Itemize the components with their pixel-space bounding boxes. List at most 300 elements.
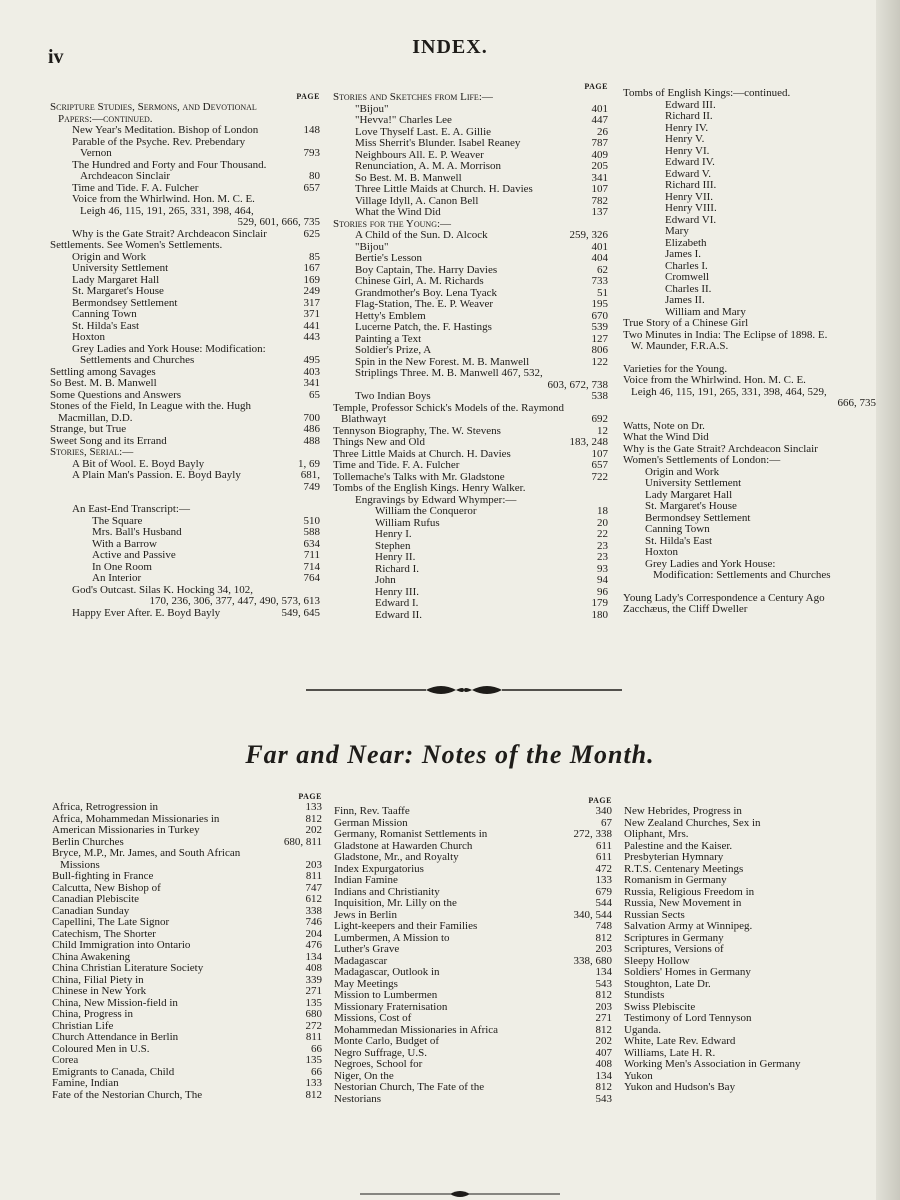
entry-title: Russia, Religious Freedom in [624,885,755,898]
entry-page: 711 [303,549,320,561]
entry-title: Inquisition, Mr. Lilly on the [334,897,457,909]
entry-page: 812 [595,1023,612,1036]
entry-title: Hoxton [645,546,678,558]
entry-title: Swiss Plebiscite [624,1000,696,1013]
section-heading: Far and Near: Notes of the Month. [245,740,655,769]
index-entry [623,261,876,273]
entry-page: 107 [591,183,608,195]
entry-title: Lady Margaret Hall [645,488,733,501]
entry-page: 22 [597,528,608,540]
index-column-3 [623,88,876,616]
entry-title: Settling among Savages [50,365,156,378]
entry-title: Edward II. [375,608,423,621]
entry-page: 700 [303,411,320,424]
entry-title: Lumbermen, A Mission to [334,931,450,944]
entry-title: China Awakening [52,950,131,963]
entry-title: Mrs. Ball's Husband [92,526,182,538]
entry-page: 338, 680 [573,954,612,967]
entry-title: Varieties for the Young. [623,362,728,375]
entry-title: True Story of a Chinese Girl [623,317,749,329]
entry-page: 443 [303,331,320,343]
entry-title: Negro Suffrage, U.S. [334,1046,427,1059]
page-column-label: PAGE [588,796,612,805]
entry-title: Elizabeth [665,236,707,249]
index-entry [623,284,876,296]
entry-title: Why is the Gate Strait? Archdeacon Sinclair [623,442,818,455]
notes-column-2 [334,796,612,1105]
entry-title: A Child of the Sun. D. Alcock [355,229,488,241]
entry-page: 793 [303,147,320,159]
entry-title: What the Wind Did [623,431,709,443]
entry-page: 271 [305,985,322,997]
entry-page: 408 [305,962,322,974]
index-entry [50,504,320,516]
entry-title: Henry VIII. [665,202,717,214]
entry-title: Neighbours All. E. P. Weaver [355,148,484,161]
entry-title: Spin in the New Forest. M. B. Manwell [355,355,530,368]
index-entry [50,137,320,160]
entry-page: 272 [305,1019,322,1032]
page-column-label: PAGE [584,82,608,91]
entry-page: 812 [595,931,612,944]
entry-page: 680, 811 [283,835,322,848]
entry-title: Tollemache's Talks with Mr. Gladstone [333,470,505,483]
entry-title: Light-keepers and their Families [334,920,478,932]
entry-title: Temple, Professor Schick's Models of the. Raymond Blathwayt [333,401,564,425]
entry-title: Boy Captain, The. Harry Davies [355,263,498,276]
section-divider-ornament [306,682,622,698]
entry-title: Painting a Text [355,332,422,345]
index-entry [623,157,876,169]
entry-page: 18 [597,505,608,517]
index-entry [623,192,876,204]
entry-title: "Bijou" [355,240,389,253]
entry-title: Yukon [624,1069,653,1082]
entry-page: 341 [303,377,320,389]
entry-title: Edward VI. [665,213,717,226]
entry-title: Why is the Gate Strait? Archdeacon Sinclair [72,227,267,240]
entry-page: 722 [591,470,608,483]
index-entry [624,1082,876,1094]
entry-title: Soldier's Prize, A [355,344,432,356]
entry-title: Russia, New Movement in [624,897,742,909]
entry-page: 12 [597,424,608,437]
entry-title: Gladstone, Mr., and Royalty [334,851,459,863]
index-entry [623,398,876,410]
index-entry [333,403,608,426]
entry-title: Gladstone at Hawarden Church [334,839,473,852]
entry-title: Sleepy Hollow [624,954,690,967]
index-entry [50,470,320,482]
entry-page: 714 [303,560,320,573]
entry-title: White, Late Rev. Edward [624,1035,736,1047]
entry-title: Voice from the Whirlwind. Hon. M. C. E. Leigh 46, 115, 191, 265, 331, 398, 464, 529, [623,374,827,398]
entry-title: Bermondsey Settlement [645,511,751,524]
entry-page: 447 [591,114,608,126]
index-entry [50,194,320,217]
entry-title: So Best. M. B. Manwell [50,377,157,389]
entry-page: 51 [597,286,608,299]
entry-title: University Settlement [72,262,169,274]
index-entry [50,527,320,539]
entry-page: 543 [595,1092,612,1105]
entry-title: Catechism, The Shorter [52,927,156,940]
entry-title: New Zealand Churches, Sex in [624,816,761,829]
entry-title: Time and Tide. F. A. Fulcher [333,459,460,471]
entry-title: Capellini, The Late Signor [52,916,170,928]
entry-page: 272, 338 [573,828,612,840]
entry-page: 134 [595,966,612,978]
entry-page: 65 [309,388,320,401]
page-title: INDEX. [412,36,488,58]
entry-page: 670 [591,309,608,322]
entry-title: Cromwell [665,271,709,283]
entry-title: Church Attendance in Berlin [52,1031,179,1043]
entry-title: Women's Settlements of London:— [623,454,781,466]
entry-title: Bryce, M.P., Mr. James, and South African Missions [52,847,241,871]
entry-page: 407 [595,1046,612,1059]
index-entry [623,226,876,238]
index-entry [50,516,320,528]
entry-title: Stories and Sketches from Life:— [333,91,493,103]
index-entry [333,610,608,622]
entry-title: Richard I. [375,562,419,575]
entry-title: Madagascar, Outlook in [334,966,440,978]
entry-page: 812 [305,812,322,825]
entry-page: 85 [309,250,320,263]
entry-title: China, Filial Piety in [52,973,144,986]
entry-title: American Missionaries in Turkey [52,824,200,836]
entry-page: 680 [305,1008,322,1020]
entry-title: Henry VII. [665,190,714,203]
page-column-label: PAGE [298,792,322,801]
entry-title: Hoxton [72,331,105,343]
entry-title: Mary [665,225,689,237]
entry-page: 476 [305,939,322,951]
entry-title: Working Men's Association in Germany [624,1058,801,1070]
entry-title: Henry I. [375,528,412,540]
entry-title: Missions, Cost of [334,1012,412,1024]
entry-title: "Hevva!" Charles Lee [355,114,452,126]
entry-page: 544 [595,897,612,909]
entry-page: 549, 645 [281,606,320,619]
entry-title: Negroes, School for [334,1058,423,1070]
entry-title: German Mission [334,816,408,829]
entry-title: Africa, Retrogression in [52,801,158,813]
entry-title: Chinese in New York [52,985,147,997]
entry-title: Richard III. [665,179,717,191]
index-entry [52,848,322,871]
index-entry [623,203,876,215]
entry-title: Flag-Station, The. E. P. Weaver [355,298,494,310]
entry-title: Time and Tide. F. A. Fulcher [72,181,199,194]
entry-title: Three Little Maids at Church. H. Davies [333,447,511,460]
entry-page: 179 [591,597,608,609]
index-entry [623,604,876,616]
entry-page: 441 [303,319,320,332]
entry-title: Oliphant, Mrs. [624,828,689,840]
index-entry [623,88,876,100]
entry-title: Things New and Old [333,436,425,448]
entry-title: Nestorians [334,1092,382,1105]
entry-page: 472 [595,862,612,875]
entry-page: 202 [595,1035,612,1047]
entry-title: Sweet Song and its Errand [50,434,167,447]
entry-title: So Best. M. B. Manwell [355,171,462,184]
entry-page: 811 [305,870,322,882]
index-entry [624,1013,876,1025]
entry-title: Calcutta, New Bishop of [52,881,161,894]
bottom-rule-ornament [360,1188,560,1200]
entry-page: 204 [305,927,322,940]
entry-title: James I. [665,248,702,260]
entry-page: 408 [595,1058,612,1070]
entry-page: 409 [591,148,608,161]
entry-page: 183, 248 [569,436,608,448]
entry-title: Bertie's Lesson [355,252,423,264]
entry-page: 203 [305,858,322,871]
entry-title: Child Immigration into Ontario [52,939,191,951]
entry-page: 539 [591,321,608,333]
entry-title: James II. [665,294,705,306]
index-entry [623,375,876,398]
entry-title: Bull-fighting in France [52,870,154,882]
entry-title: St. Margaret's House [72,285,164,297]
entry-title: Index Expurgatorius [334,862,424,875]
entry-title: Tombs of English Kings:—continued. [623,87,791,99]
entry-title: Active and Passive [92,549,176,561]
entry-page: 148 [303,124,320,136]
entry-title: Stephen [375,539,411,552]
entry-title: An East-End Transcript:— [72,503,190,515]
page-number: iv [48,46,64,68]
entry-title: Henry VI. [665,144,710,157]
entry-title: Settlements. See Women's Settlements. [50,239,223,251]
entry-page: 249 [303,285,320,297]
entry-title: University Settlement [645,477,742,489]
index-entry [50,550,320,562]
index-entry [50,102,320,125]
entry-title: Tennyson Biography, The. W. Stevens [333,424,501,437]
index-entry [624,1059,876,1071]
entry-page: 748 [595,920,612,932]
entry-page: 543 [595,977,612,990]
entry-page: 80 [309,170,320,182]
entry-page: 23 [597,539,608,552]
entry-page: 612 [305,893,322,905]
index-entry [52,1044,322,1056]
entry-title: Miss Sherrit's Blunder. Isabel Reaney [355,137,521,149]
entry-page: 62 [597,263,608,276]
entry-page: 611 [595,839,612,852]
index-entry [623,100,876,112]
index-entry [623,272,876,284]
entry-title: Grandmother's Boy. Lena Tyack [355,286,498,299]
entry-title: Henry III. [375,585,419,598]
entry-page: 403 [303,365,320,378]
entry-title: A Plain Man's Passion. E. Boyd Bayly [72,469,241,481]
entry-page: 510 [303,514,320,527]
entry-page: 271 [595,1012,612,1024]
entry-title: China, New Mission-field in [52,996,178,1009]
entry-page: 195 [591,298,608,310]
entry-page: 812 [595,1081,612,1093]
entry-title: Edward V. [665,167,712,180]
entry-page: 787 [591,137,608,149]
entry-page: 371 [303,308,320,320]
entry-title: Bermondsey Settlement [72,296,178,309]
entry-title: Palestine and the Kaiser. [624,839,733,852]
entry-page: 338 [305,904,322,917]
entry-title: Two Minutes in India: The Eclipse of 1898. E. W. Maunder, F.R.A.S. [623,328,828,352]
entry-title: China, Progress in [52,1008,133,1020]
entry-page: 135 [305,1054,322,1066]
entry-page: 404 [591,252,608,264]
entry-title: Happy Ever After. E. Boyd Bayly [72,606,221,619]
entry-page: 20 [597,516,608,529]
entry-title: Coloured Men in U.S. [52,1042,150,1055]
entry-title: Luther's Grave [334,943,400,955]
entry-title: Germany, Romanist Settlements in [334,828,488,840]
entry-page: 486 [303,423,320,435]
entry-page: 657 [591,459,608,471]
entry-title: Origin and Work [645,465,720,478]
entry-page: 259, 326 [569,229,608,241]
entry-title: Edward I. [375,597,419,609]
entry-title: The Hundred and Forty and Four Thousand. Archdeacon Sinclair [72,158,267,182]
entry-title: Grey Ladies and York House: Modification: Settlements and Churches [645,557,831,581]
index-entry [50,608,320,620]
page-column-label: PAGE [296,92,320,101]
entry-page: 625 [303,227,320,240]
entry-title: "Bijou" [355,102,389,115]
entry-page: 107 [591,447,608,460]
entry-title: Canadian Plebiscite [52,893,140,905]
entry-title: 603, 672, 738 [547,378,608,391]
entry-title: Scriptures in Germany [624,931,724,944]
entry-title: Renunciation, A. M. A. Morrison [355,160,502,172]
entry-page: 26 [597,125,608,138]
index-entry [623,146,876,158]
entry-title: Canning Town [72,308,137,320]
entry-page: 692 [591,413,608,425]
entry-title: Watts, Note on Dr. [623,419,705,432]
entry-title: The Square [92,514,143,527]
entry-title: Parable of the Psyche. Rev. Prebendary Vernon [72,135,246,159]
entry-page: 679 [595,885,612,898]
entry-page: 317 [303,296,320,309]
entry-title: A Bit of Wool. E. Boyd Bayly [72,457,205,470]
entry-page: 180 [591,608,608,621]
entry-page: 167 [303,262,320,274]
entry-title: Origin and Work [72,250,147,263]
entry-title: Village Idyll, A. Canon Bell [355,194,479,207]
entry-page: 488 [303,434,320,447]
index-entry [623,123,876,135]
index-column-2 [333,82,608,621]
entry-title: Henry IV. [665,121,709,134]
entry-title: Madagascar [334,954,388,967]
entry-page: 137 [591,206,608,218]
entry-title: Richard II. [665,110,713,122]
entry-page: 812 [595,989,612,1001]
index-entry [623,559,876,582]
entry-title: Nestorian Church, The Fate of the [334,1081,485,1093]
entry-title: Romanism in Germany [624,874,727,886]
entry-title: Zacchæus, the Cliff Dweller [623,603,748,615]
index-entry [50,401,320,424]
entry-title: Voice from the Whirlwind. Hon. M. C. E. Leigh 46, 115, 191, 265, 331, 398, 464, [72,193,255,217]
entry-title: Testimony of Lord Tennyson [624,1012,752,1024]
index-entry [623,295,876,307]
entry-title: St. Hilda's East [645,534,713,547]
entry-title: Corea [52,1054,79,1066]
entry-title: Stoughton, Late Dr. [624,977,711,990]
index-entry [50,482,320,494]
index-entry [623,249,876,261]
entry-page: 764 [303,572,320,584]
entry-title: Russian Sects [624,908,685,921]
entry-title: China Christian Literature Society [52,962,204,974]
entry-title: 170, 236, 306, 377, 447, 490, 573, 613 [149,595,320,607]
entry-page: 133 [305,801,322,813]
entry-page: 747 [305,881,322,894]
notes-column-3 [624,806,876,1094]
entry-page: 340 [595,805,612,817]
index-entry [334,1094,612,1106]
entry-page: 746 [305,916,322,928]
entry-page: 733 [591,275,608,287]
entry-page: 66 [311,1065,322,1078]
entry-title: Henry V. [665,133,705,145]
entry-page: 811 [305,1031,322,1043]
entry-page: 134 [305,950,322,963]
entry-title: Africa, Mohammedan Missionaries in [52,812,220,825]
index-entry [623,238,876,250]
entry-page: 203 [595,1000,612,1013]
entry-title: Presbyterian Hymnary [624,851,724,863]
entry-title: Niger, On the [334,1069,394,1082]
entry-title: Jews in Berlin [334,908,397,921]
entry-title: Salvation Army at Winnipeg. [624,920,753,932]
index-entry [623,134,876,146]
page-gutter-shadow [876,0,900,1200]
index-entry [623,215,876,227]
entry-title: Engravings by Edward Whymper:— [355,493,517,506]
entry-page: 93 [597,562,608,575]
entry-title: May Meetings [334,977,398,990]
entry-title: Yukon and Hudson's Bay [624,1081,736,1093]
entry-title: God's Outcast. Silas K. Hocking 34, 102, [72,583,254,596]
entry-title: Charles II. [665,282,712,295]
entry-page: 203 [595,943,612,955]
entry-title: William Rufus [375,516,440,529]
entry-page: 1, 69 [298,457,320,470]
entry-title: New Year's Meditation. Bishop of London [72,124,259,136]
entry-title: Stones of the Field, In League with the. Hugh Macmillan, D.D. [50,400,252,424]
entry-page: 401 [591,240,608,253]
entry-title: New Hebrides, Progress in [624,805,742,817]
entry-page: 169 [303,273,320,286]
entry-title: What the Wind Did [355,206,441,218]
entry-page: 339 [305,973,322,986]
entry-title: William the Conqueror [375,505,477,517]
entry-title: Indian Famine [334,874,398,886]
entry-title: Soldiers' Homes in Germany [624,966,751,978]
entry-title: Mohammedan Missionaries in Africa [334,1023,499,1036]
entry-page: 812 [305,1088,322,1101]
entry-title: With a Barrow [92,537,157,550]
